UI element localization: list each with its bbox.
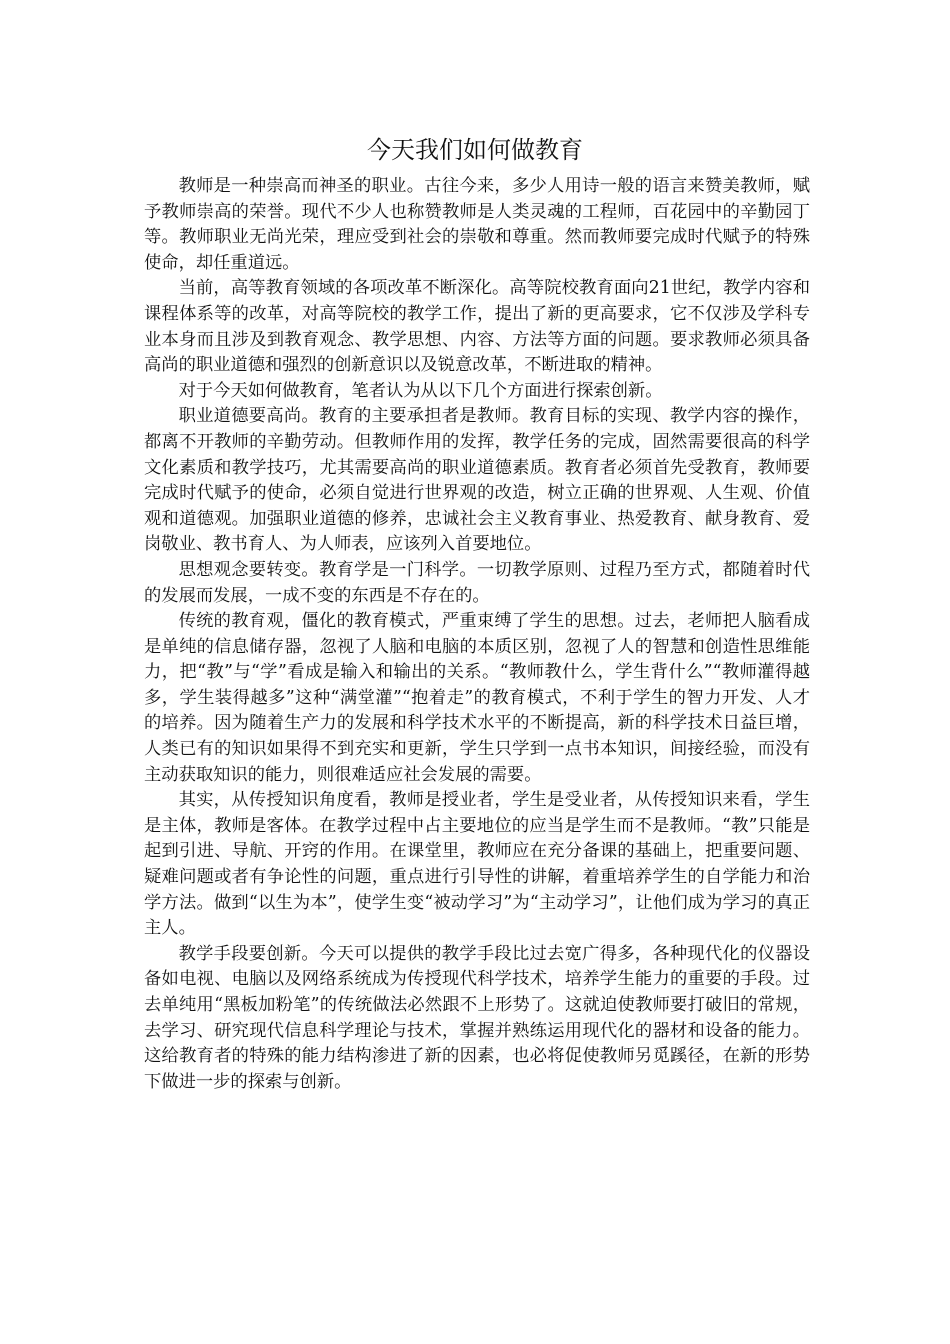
paragraph: 思想观念要转变。教育学是一门科学。一切教学原则、过程乃至方式，都随着时代的发展而发展，一成不变的东西是不存在的。 <box>144 559 810 606</box>
paragraph: 职业道德要高尚。教育的主要承担者是教师。教育目标的实现、教学内容的操作，都离不开教师的辛勤劳动。但教师作用的发挥，教学任务的完成，固然需要很高的科学文化素质和教学技巧，尤其需要高尚的职业道德素质。教育者必须首先受教育，教师要完成时代赋予的使命，必须自觉进行世界观的改造，树立正确的世界观、人生观、价值观和道德观。加强职业道德的修养，忠诚社会主义教育事业、热爱教育、献身教育、爱岗敬业、教书育人、为人师表，应该列入首要地位。 <box>144 406 810 555</box>
paragraph: 其实，从传授知识角度看，教师是授业者，学生是受业者，从传授知识来看，学生是主体，教师是客体。在教学过程中占主要地位的应当是学生而不是教师。“教”只能是起到引进、导航、开窍的作用。在课堂里，教师应在充分备课的基础上，把重要问题、疑难问题或者有争论性的问题，重点进行引导性的讲解，着重培养学生的自学能力和治学方法。做到“以生为本”，使学生变“被动学习”为“主动学习”，让他们成为学习的真正主人。 <box>144 790 810 939</box>
paragraph: 当前，高等教育领域的各项改革不断深化。高等院校教育面向21世纪，教学内容和课程体系等的改革，对高等院校的教学工作，提出了新的更高要求，它不仅涉及学科专业本身而且涉及到教育观念、教学思想、内容、方法等方面的问题。要求教师必须具备高尚的职业道德和强烈的创新意识以及锐意改革，不断进取的精神。 <box>144 278 810 376</box>
paragraph: 对于今天如何做教育，笔者认为从以下几个方面进行探索创新。 <box>178 380 663 401</box>
paragraph: 教学手段要创新。今天可以提供的教学手段比过去宽广得多，各种现代化的仪器设备如电视、电脑以及网络系统成为传授现代科学技术，培养学生能力的重要的手段。过去单纯用“黑板加粉笔”的传统做法必然跟不上形势了。这就迫使教师要打破旧的常规，去学习、研究现代信息科学理论与技术，掌握并熟练运用现代化的器材和设备的能力。这给教育者的特殊的能力结构渗进了新的因素，也必将促使教师另觅蹊径，在新的形势下做进一步的探索与创新。 <box>144 943 810 1092</box>
paragraph: 教师是一种崇高而神圣的职业。古往今来，多少人用诗一般的语言来赞美教师，赋予教师崇高的荣誉。现代不少人也称赞教师是人类灵魂的工程师，百花园中的辛勤园丁等。教师职业无尚光荣，理应受到社会的崇敬和尊重。然而教师要完成时代赋予的特殊使命，却任重道远。 <box>144 176 810 273</box>
paragraph: 传统的教育观，僵化的教育模式，严重束缚了学生的思想。过去，老师把人脑看成是单纯的信息储存器，忽视了人脑和电脑的本质区别，忽视了人的智慧和创造性思维能力，把“教”与“学”看成是输入和输出的关系。“教师教什么，学生背什么”“教师灌得越多，学生装得越多”这种“满堂灌”“抱着走”的教育模式，不利于学生的智力开发、人才的培养。因为随着生产力的发展和科学技术水平的不断提高，新的科学技术日益巨增，人类已有的知识如果得不到充实和更新，学生只学到一点书本知识，间接经验，而没有主动获取知识的能力，则很难适应社会发展的需要。 <box>144 611 810 785</box>
document-body <box>144 174 810 1095</box>
document-title: 今天我们如何做教育 <box>367 136 583 164</box>
